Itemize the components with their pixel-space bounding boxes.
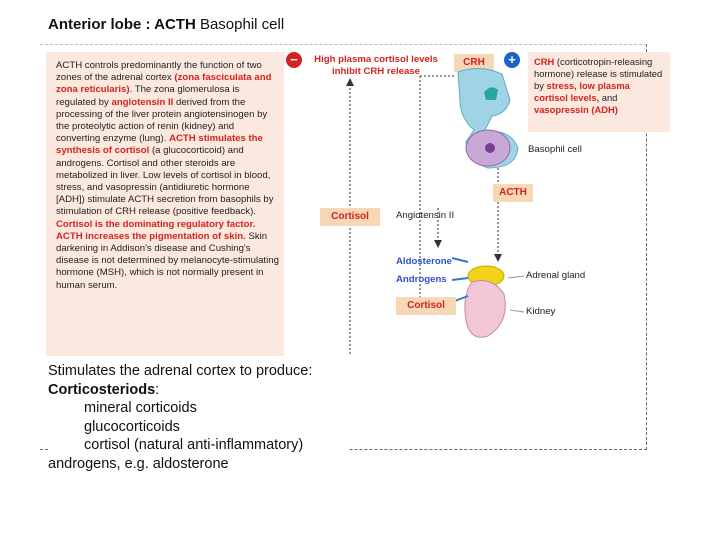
aldosterone-arrow-icon	[452, 258, 468, 262]
summary-line-4: glucocorticoids	[84, 418, 180, 435]
slide-title-rest: Basophil cell	[199, 16, 285, 33]
crh-text: (corticotropin-releasing hormone) release is stimulated by	[534, 56, 663, 91]
crh-red-label: CRH	[534, 56, 555, 67]
corticosteroids-label: Corticosteriods	[48, 381, 156, 398]
cortisol-tag-lower: Cortisol	[396, 297, 456, 315]
crh-and: and	[601, 92, 618, 103]
slide-title	[48, 16, 284, 33]
basophil-label: Basophil cell	[528, 144, 582, 155]
left-text-acth-synthesis: ACTH stimulates the synthesis of cortisol	[56, 133, 263, 157]
adrenal-pointer	[508, 276, 524, 278]
left-text-2: . The zona glomerulosa is regulated by	[56, 84, 240, 108]
summary-line-1: Stimulates the adrenal cortex to produce:	[48, 363, 313, 379]
cortisol-tag-upper: Cortisol	[320, 208, 380, 226]
left-text-3: derived from the processing of the liver protein angiotensinogen by the proteolytic action of renin (kidney) and converting enzyme (lung).	[56, 96, 268, 145]
angiotensin-arrowhead-icon	[434, 240, 442, 248]
kidney-label: Kidney	[526, 306, 556, 317]
androgens-arrow-icon	[452, 278, 468, 280]
summary-line-5: cortisol (natural anti-inflammatory)	[84, 437, 304, 453]
aldosterone-label: Aldosterone	[396, 256, 452, 267]
left-text-angiotensin: angiotensin II	[111, 96, 174, 108]
summary-text	[48, 362, 348, 473]
minus-sign-icon: −	[286, 52, 302, 68]
crh-stimuli: stress, low plasma cortisol levels,	[534, 80, 630, 103]
angiotensin-label: Angiotensin II	[396, 210, 455, 221]
acth-tag: ACTH	[493, 184, 533, 202]
slide-title-bold: Anterior lobe : ACTH	[48, 16, 196, 33]
left-text-dominating: Cortisol is the dominating regulatory factor.	[56, 218, 256, 230]
left-text-1: ACTH controls predominantly the function of two zones of the adrenal cortex	[56, 60, 262, 84]
corticosteroids-colon: :	[155, 381, 160, 398]
pituitary-adrenal-diagram	[40, 44, 648, 364]
kidney-pointer	[510, 310, 524, 312]
crh-vasopressin: vasopressin (ADH)	[534, 104, 618, 115]
left-text-zones: (zona fasciculata and zona reticularis)	[56, 72, 272, 96]
acth-arrowhead-icon	[494, 254, 502, 262]
summary-line-6: androgens, e.g. aldosterone	[48, 455, 229, 472]
left-text-8: Skin darkening in Addison's disease and Cushing's disease is not determined by melanocyte-stimulating hormone (MSH), which is not normally present in human serum.	[56, 230, 279, 291]
left-text-5: (a glucocorticoid) and androgens. Cortisol and other steroids are metabolized in liver. Low levels of cortisol in blood, stress, and vasopressin (antidiuretic hormone [ADH]) stimulate ACTH secretion from basophils by stimulation of CRH release (positive feedback).	[56, 145, 274, 218]
summary-line-2	[48, 381, 348, 400]
plus-sign-icon: +	[504, 52, 520, 68]
summary-line-3: mineral corticoids	[84, 400, 197, 416]
basophil-nucleus-icon	[485, 143, 495, 153]
kidney-shape	[465, 281, 505, 338]
adrenal-gland-label: Adrenal gland	[526, 270, 586, 281]
androgens-label: Androgens	[396, 274, 447, 285]
inhibit-label: High plasma cortisol levels inhibit CRH release	[314, 54, 438, 77]
crh-tag: CRH	[454, 54, 494, 72]
left-text-pigmentation: ACTH increases the pigmentation of skin.	[56, 230, 246, 242]
feedback-arrowhead-icon	[346, 78, 354, 86]
